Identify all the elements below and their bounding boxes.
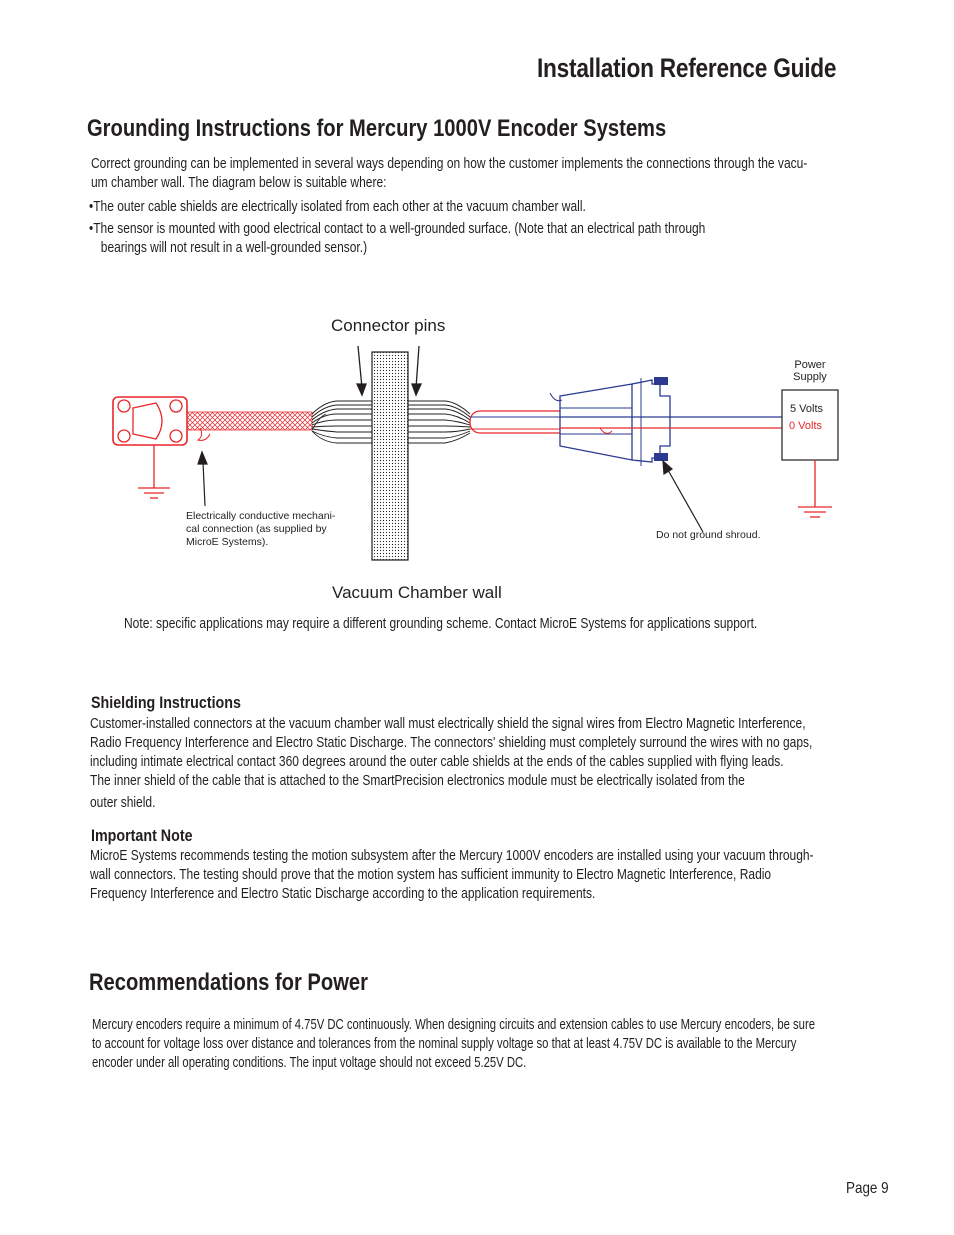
text-line: Mercury encoders require a minimum of 4.75V DC continuously. When designing circuits and extension cables to use Mercury encoders, be sure [92, 1017, 815, 1033]
power-paragraph [92, 1016, 815, 1073]
text-line: Radio Frequency Interference and Electro Static Discharge. The connectors' shielding must completely surround the wires with no gaps, [90, 735, 813, 751]
text-line: um chamber wall. The diagram below is suitable where: [91, 175, 387, 191]
encoder-sensor [113, 397, 187, 445]
volts0-label: 0 Volts [789, 420, 823, 432]
sensor-ground-icon [138, 445, 170, 498]
text-line: MicroE Systems recommends testing the motion subsystem after the Mercury 1000V encoders are installed using your vacuum through- [90, 848, 814, 864]
text-line: Electrically conductive mechani- [186, 510, 336, 522]
text-line: Correct grounding can be implemented in several ways depending on how the customer implements the connections through the vacu- [91, 156, 808, 172]
text-line: Supply [793, 371, 827, 383]
text-line: Customer-installed connectors at the vacuum chamber wall must electrically shield the signal wires from Electro Magnetic Interference, [90, 716, 806, 732]
vacuum-wall-label: Vacuum Chamber wall [332, 583, 502, 602]
page-number: Page 9 [846, 1180, 889, 1197]
vacuum-chamber-wall [372, 352, 408, 560]
grounding-note: Note: specific applications may require a different grounding scheme. Contact MicroE Systems for applications support. [124, 616, 758, 632]
important-note-title: Important Note [91, 826, 193, 845]
braided-shield [187, 412, 312, 440]
shielding-paragraph [90, 715, 812, 813]
shroud-label: Do not ground shroud. [656, 529, 761, 541]
text-line: •The sensor is mounted with good electrical contact to a well-grounded surface. (Note that an electrical path through [89, 221, 706, 237]
volts5-label: 5 Volts [790, 403, 824, 415]
text-line: to account for voltage loss over distance and tolerances from the nominal supply voltage so that at least 4.75V DC is available to the Mercury [92, 1036, 797, 1052]
bullet-item [89, 220, 705, 258]
interface-cable [470, 411, 568, 433]
text-line: The inner shield of the cable that is attached to the SmartPrecision electronics module must be electrically isolated from the [90, 773, 745, 789]
d-sub-connector-shroud [550, 377, 670, 466]
text-line: including intimate electrical contact 360 degrees around the outer cable shields at the ends of the cables supplied with flying leads. [90, 754, 784, 770]
mechanical-connection-label [186, 510, 335, 549]
flying-leads-left [312, 401, 372, 443]
text-line: MicroE Systems). [186, 536, 269, 548]
grounding-diagram [100, 300, 880, 620]
important-note-paragraph [90, 847, 814, 904]
text-line: encoder under all operating conditions. The input voltage should not exceed 5.25V DC. [92, 1055, 527, 1071]
grounding-intro [91, 155, 807, 193]
section-title-power: Recommendations for Power [89, 969, 368, 996]
supply-ground-icon [798, 460, 832, 517]
flying-leads-right [408, 401, 470, 443]
text-line: outer shield. [90, 795, 156, 811]
text-line: Frequency Interference and Electro Static Discharge according to the application requirements. [90, 886, 596, 902]
diagram-drawing [100, 300, 880, 620]
text-line: bearings will not result in a well-grounded sensor.) [100, 240, 368, 256]
text-line: wall connectors. The testing should prove that the motion system has sufficient immunity to Electro Magnetic Interference, Radio [90, 867, 772, 883]
bullet-item: •The outer cable shields are electrically isolated from each other at the vacuum chamber wall. [89, 199, 586, 215]
page-title: Installation Reference Guide [537, 53, 837, 83]
text-line: cal connection (as supplied by [186, 523, 327, 535]
connector-pins-label: Connector pins [331, 316, 446, 335]
section-title-grounding: Grounding Instructions for Mercury 1000V Encoder Systems [87, 115, 667, 142]
shielding-title: Shielding Instructions [91, 693, 241, 712]
power-supply-label [782, 359, 838, 383]
text-line: Power [794, 359, 826, 371]
